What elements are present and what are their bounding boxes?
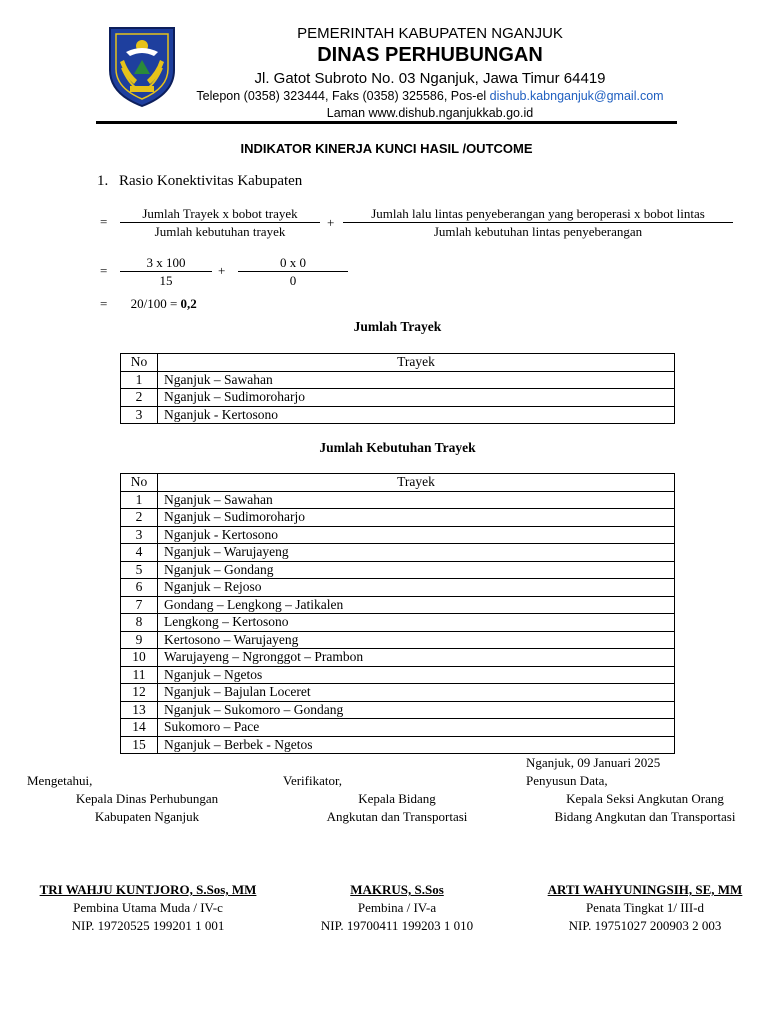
left-caption: Mengetahui, [27,773,93,788]
table2-title: Jumlah Kebutuhan Trayek [319,440,476,455]
letterhead-address: Jl. Gatot Subroto No. 03 Nganjuk, Jawa Timur 64419 [254,70,606,87]
row-trayek: Nganjuk – Sawahan [158,491,675,509]
formula-result [100,296,197,312]
right-role-line1: Kepala Seksi Angkutan Orang [566,791,724,806]
middle-role [290,790,504,826]
table-row [121,544,675,562]
table-row [121,719,675,737]
middle-signatory [290,881,504,935]
middle-signatory-rank: Pembina / IV-a [357,900,437,915]
right-role [530,790,760,826]
place-date: Nganjuk, 09 Januari 2025 [526,755,661,770]
table-header-row [121,354,675,372]
table-row [121,406,675,424]
row-trayek: Warujayeng – Ngronggot – Prambon [158,649,675,667]
table-row [121,736,675,754]
header-trayek: Trayek [158,354,675,372]
left-role [40,790,254,826]
row-trayek: Gondang – Lengkong – Jatikalen [158,596,675,614]
row-number: 15 [121,736,158,754]
row-trayek: Nganjuk – Sawahan [158,371,675,389]
row-number: 9 [121,631,158,649]
row-number: 2 [121,389,158,407]
row-number: 1 [121,491,158,509]
row-trayek: Nganjuk – Berbek - Ngetos [158,736,675,754]
table-row [121,579,675,597]
table-row [121,491,675,509]
middle-signatory-nip: NIP. 19700411 199203 1 010 [320,918,474,933]
row-number: 3 [121,406,158,424]
table-header-row [121,474,675,492]
fraction-denominator: 15 [159,273,173,288]
table-row [121,684,675,702]
plus-sign: + [327,215,335,230]
table-row [121,596,675,614]
table-row [121,614,675,632]
fraction-trayek [120,206,320,239]
table-row [121,389,675,407]
table1-title: Jumlah Trayek [353,319,442,334]
row-number: 1 [121,371,158,389]
left-role-line1: Kepala Dinas Perhubungan [75,791,219,806]
row-trayek: Nganjuk - Kertosono [158,526,675,544]
letterhead-agency: DINAS PERHUBUNGAN [317,44,543,66]
right-signatory [526,881,764,935]
table-row [121,701,675,719]
indicator-item [97,173,302,190]
contact-email-link[interactable]: dishub.kabnganjuk@gmail.com [489,89,664,103]
trayek-table [120,353,675,424]
row-trayek: Kertosono – Warujayeng [158,631,675,649]
right-signatory-rank: Penata Tingkat 1/ III-d [585,900,705,915]
fraction-numerator: Jumlah Trayek x bobot trayek [120,206,320,223]
row-trayek: Sukomoro – Pace [158,719,675,737]
row-trayek: Nganjuk - Kertosono [158,406,675,424]
fraction-denominator: 0 [289,273,297,288]
left-signatory-rank: Pembina Utama Muda / IV-c [73,900,223,915]
kebutuhan-trayek-table [120,473,675,754]
table-row [121,649,675,667]
header-no: No [121,354,158,372]
table-row [121,666,675,684]
row-number: 8 [121,614,158,632]
header-trayek: Trayek [158,474,675,492]
right-signatory-nip: NIP. 19751027 200903 2 003 [568,918,722,933]
row-trayek: Nganjuk – Rejoso [158,579,675,597]
row-number: 10 [121,649,158,667]
table-row [121,526,675,544]
plus-sign: + [218,263,226,278]
fraction-denominator: Jumlah kebutuhan trayek [154,224,286,239]
document-title: INDIKATOR KINERJA KUNCI HASIL /OUTCOME [240,141,533,156]
row-number: 11 [121,666,158,684]
result-value: 0,2 [180,296,197,311]
table-row [121,631,675,649]
letterhead-website: Laman www.dishub.nganjukkab.go.id [326,106,534,120]
middle-role-line1: Kepala Bidang [358,791,436,806]
row-trayek: Nganjuk – Sukomoro – Gondang [158,701,675,719]
table-row [121,509,675,527]
regency-emblem-icon [104,22,180,108]
left-signatory-nip: NIP. 19720525 199201 1 001 [71,918,225,933]
fraction-numerator: Jumlah lalu lintas penyeberangan yang beroperasi x bobot lintas [343,206,733,223]
equals-sign: = [100,214,108,229]
row-number: 14 [121,719,158,737]
fraction-penyeberangan [343,206,733,239]
row-trayek: Nganjuk – Ngetos [158,666,675,684]
row-trayek: Nganjuk – Bajulan Loceret [158,684,675,702]
fraction-denominator: Jumlah kebutuhan lintas penyeberangan [433,224,643,239]
letterhead-divider [96,121,677,124]
left-signatory [16,881,280,935]
left-signatory-name: TRI WAHJU KUNTJORO, S.Sos, MM [39,882,257,897]
row-number: 13 [121,701,158,719]
header-no: No [121,474,158,492]
row-number: 3 [121,526,158,544]
row-number: 4 [121,544,158,562]
row-trayek: Nganjuk – Gondang [158,561,675,579]
indicator-text: Rasio Konektivitas Kabupaten [119,173,303,189]
fraction-numerator: 3 x 100 [120,255,212,272]
row-number: 6 [121,579,158,597]
equals-sign: = [100,263,108,278]
fraction-values-trayek [120,255,212,288]
row-trayek: Nganjuk – Sudimoroharjo [158,389,675,407]
contact-phone-fax: Telepon (0358) 323444, Faks (0358) 325586, Pos-el [196,89,490,103]
middle-caption: Verifikator, [283,773,343,788]
middle-signatory-name: MAKRUS, S.Sos [350,882,444,897]
row-trayek: Nganjuk – Warujayeng [158,544,675,562]
row-trayek: Lengkong – Kertosono [158,614,675,632]
result-expression: 20/100 = [130,296,181,311]
right-signatory-name: ARTI WAHYUNINGSIH, SE, MM [547,882,743,897]
row-number: 2 [121,509,158,527]
middle-role-line2: Angkutan dan Transportasi [326,809,468,824]
row-number: 12 [121,684,158,702]
indicator-number: 1. [97,173,109,189]
table-row [121,371,675,389]
row-trayek: Nganjuk – Sudimoroharjo [158,509,675,527]
fraction-values-penyeberangan [238,255,348,288]
right-caption: Penyusun Data, [526,773,608,788]
left-role-line2: Kabupaten Nganjuk [94,809,200,824]
equals-sign: = [100,296,108,311]
fraction-numerator: 0 x 0 [238,255,348,272]
letterhead-contact [170,89,690,103]
table-row [121,561,675,579]
row-number: 5 [121,561,158,579]
row-number: 7 [121,596,158,614]
right-role-line2: Bidang Angkutan dan Transportasi [554,809,736,824]
letterhead-government: PEMERINTAH KABUPATEN NGANJUK [297,25,563,42]
